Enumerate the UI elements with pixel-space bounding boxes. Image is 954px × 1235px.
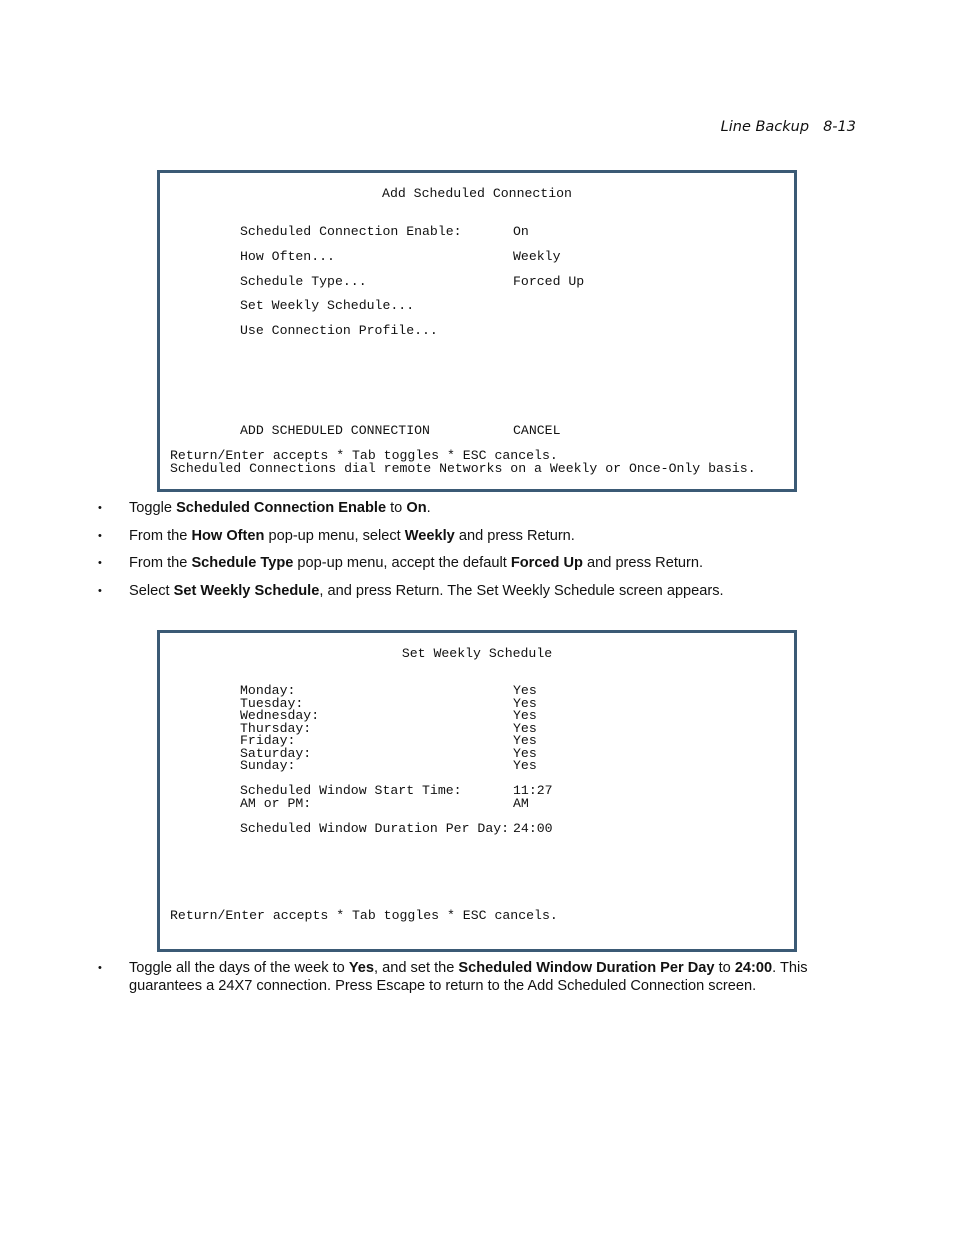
screen-title: Add Scheduled Connection (382, 186, 572, 201)
bullet-icon: • (98, 502, 102, 514)
list-item: • From the How Often pop-up menu, select Weekly and press Return. (98, 527, 575, 544)
set-weekly-schedule-screen (157, 630, 797, 952)
add-scheduled-connection-button[interactable]: ADD SCHEDULED CONNECTION (240, 423, 430, 438)
set-weekly-schedule-item[interactable]: Set Weekly Schedule... (240, 298, 415, 313)
day-value-friday[interactable]: Yes (513, 733, 537, 748)
bullet-icon: • (98, 529, 102, 542)
bullet-icon: • (98, 584, 102, 597)
list-item: • From the Schedule Type pop-up menu, accept the default Forced Up and press Return. (98, 555, 704, 571)
day-label-saturday[interactable]: Saturday: (240, 746, 312, 761)
cancel-button[interactable]: CANCEL (513, 423, 561, 438)
bullet-icon: • (98, 962, 102, 974)
list-item: • Toggle Scheduled Connection Enable to On. (98, 500, 431, 516)
day-value-thursday[interactable]: Yes (513, 721, 537, 736)
instruction-list-final (97, 959, 857, 1005)
scheduled-connection-enable-label[interactable]: Scheduled Connection Enable: (240, 224, 462, 239)
day-value-wednesday[interactable]: Yes (513, 708, 537, 723)
how-often-menu[interactable]: How Often... (240, 249, 335, 264)
help-line: Return/Enter accepts * Tab toggles * ESC cancels. (170, 448, 558, 463)
add-scheduled-connection-screen (157, 170, 797, 492)
day-label-friday[interactable]: Friday: (240, 733, 296, 748)
page-header (721, 119, 856, 135)
day-value-monday[interactable]: Yes (513, 683, 537, 698)
start-time-value[interactable]: 11:27 (513, 783, 553, 798)
start-time-label[interactable]: Scheduled Window Start Time: (240, 783, 462, 798)
instruction-list (97, 499, 857, 609)
day-label-wednesday[interactable]: Wednesday: (240, 708, 320, 723)
section-title: Line Backup (720, 119, 810, 135)
duration-value[interactable]: 24:00 (513, 821, 553, 836)
help-line-description: Scheduled Connections dial remote Networks on a Weekly or Once-Only basis. (170, 461, 756, 476)
day-value-sunday[interactable]: Yes (513, 758, 537, 773)
am-pm-label[interactable]: AM or PM: (240, 796, 312, 811)
how-often-value[interactable]: Weekly (513, 249, 561, 264)
page-number: 8-13 (823, 119, 856, 135)
am-pm-value[interactable]: AM (513, 796, 529, 811)
bullet-icon: • (98, 557, 102, 569)
help-line: Return/Enter accepts * Tab toggles * ESC cancels. (170, 908, 558, 923)
schedule-type-value[interactable]: Forced Up (513, 274, 585, 289)
day-label-tuesday[interactable]: Tuesday: (240, 696, 304, 711)
use-connection-profile-item[interactable]: Use Connection Profile... (240, 323, 438, 338)
day-label-sunday[interactable]: Sunday: (240, 758, 296, 773)
list-item: • Toggle all the days of the week to Yes, and set the Scheduled Window Duration Per Day to 24:00. This guarantees a 24X7 connection. Press Escape to return to the Add Scheduled Connection screen. (98, 960, 808, 994)
list-item: • Select Set Weekly Schedule, and press Return. The Set Weekly Schedule screen appears. (98, 582, 724, 599)
scheduled-connection-enable-value[interactable]: On (513, 224, 529, 239)
day-value-tuesday[interactable]: Yes (513, 696, 537, 711)
schedule-type-menu[interactable]: Schedule Type... (240, 274, 367, 289)
day-label-monday[interactable]: Monday: (240, 683, 296, 698)
screen-title: Set Weekly Schedule (401, 646, 553, 661)
duration-label[interactable]: Scheduled Window Duration Per Day: (240, 821, 510, 836)
day-label-thursday[interactable]: Thursday: (240, 721, 312, 736)
day-value-saturday[interactable]: Yes (513, 746, 537, 761)
